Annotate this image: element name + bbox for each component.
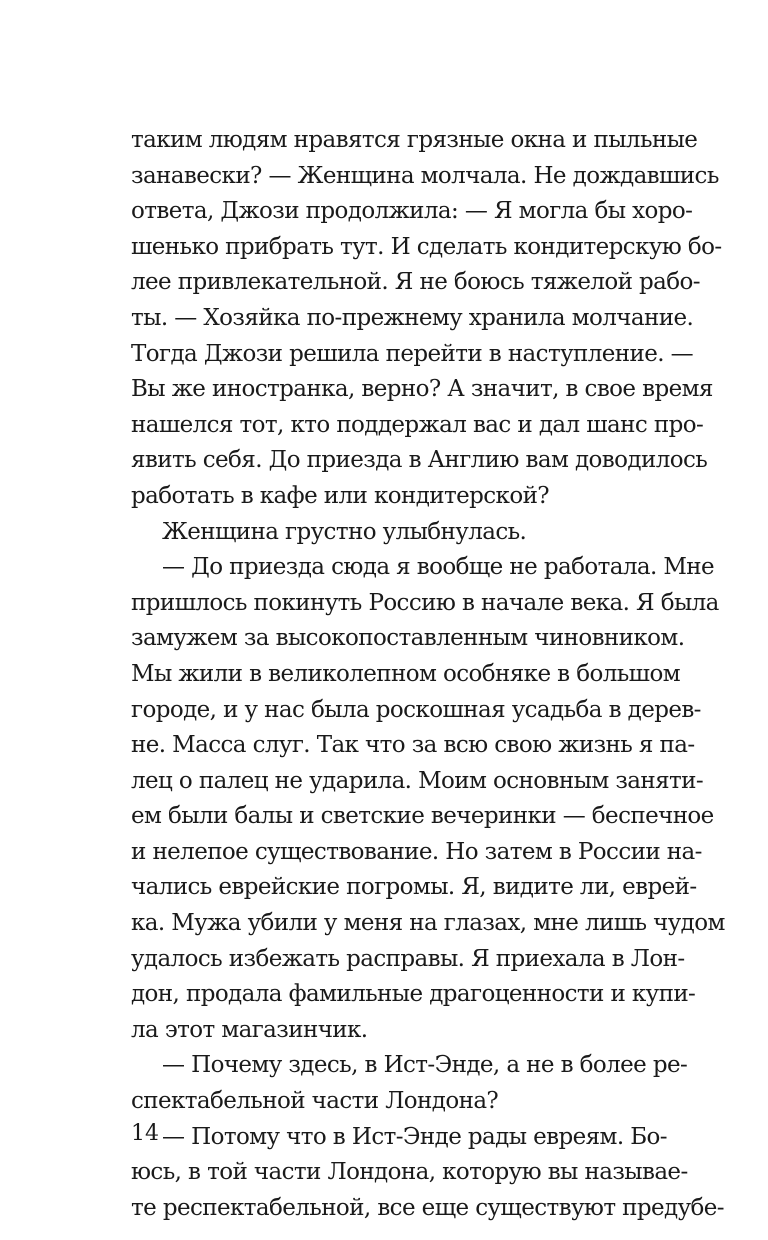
text-line: ем были балы и светские вечеринки — беспечное <box>131 803 714 830</box>
text-line: замужем за высокопоставленным чиновником. <box>131 625 685 652</box>
text-line: таким людям нравятся грязные окна и пыльные <box>131 127 698 153</box>
text-line: ответа, Джози продолжила: — Я могла бы хоро- <box>131 198 693 225</box>
text-line: ка. Мужа убили у меня на глазах, мне лишь чудом <box>131 910 725 937</box>
text-line: ты. — Хозяйка по-прежнему хранила молчание. <box>131 304 694 331</box>
text-line: — До приезда сюда я вообще не работала. Мне <box>162 554 715 581</box>
text-line: работать в кафе или кондитерской? <box>131 482 550 509</box>
text-line: занавески? — Женщина молчала. Не дождавшись <box>131 162 719 189</box>
text-line: Тогда Джози решила перейти в наступление. — <box>131 340 694 367</box>
text-line: ла этот магазинчик. <box>131 1016 368 1043</box>
text-line: и нелепое существование. Но затем в России на- <box>131 838 702 865</box>
text-line: не. Масса слуг. Так что за всю свою жизнь я па- <box>131 732 695 759</box>
text-line: спектабельной части Лондона? <box>131 1088 499 1115</box>
page-number: 14 <box>131 1121 159 1146</box>
text-line: — Потому что в Ист-Энде рады евреям. Бо- <box>162 1123 667 1150</box>
text-line: пришлось покинуть Россию в начале века. Я была <box>131 589 719 616</box>
text-line: юсь, в той части Лондона, которую вы называе- <box>131 1159 688 1186</box>
text-line: дон, продала фамильные драгоценности и купи- <box>131 981 696 1008</box>
text-line: чались еврейские погромы. Я, видите ли, еврей- <box>131 874 697 901</box>
text-line: Женщина грустно улыбнулась. <box>162 518 527 545</box>
text-line: явить себя. До приезда в Англию вам доводилось <box>131 447 708 474</box>
text-line: лее привлекательной. Я не боюсь тяжелой рабо- <box>131 269 700 296</box>
text-line: — Почему здесь, в Ист-Энде, а не в более ре- <box>162 1052 688 1079</box>
text-line: удалось избежать расправы. Я приехала в Лон- <box>131 945 685 972</box>
text-line: шенько прибрать тут. И сделать кондитерскую бо- <box>131 233 722 260</box>
text-line: Мы жили в великолепном особняке в большом <box>131 660 680 687</box>
text-line: нашелся тот, кто поддержал вас и дал шанс про- <box>131 411 704 438</box>
body-text <box>131 123 725 1226</box>
text-line: те респектабельной, все еще существуют предубе- <box>131 1194 724 1221</box>
text-line: лец о палец не ударила. Моим основным заняти- <box>131 767 704 794</box>
text-line: городе, и у нас была роскошная усадьба в дерев- <box>131 696 701 723</box>
text-line: Вы же иностранка, верно? А значит, в свое время <box>131 376 713 403</box>
